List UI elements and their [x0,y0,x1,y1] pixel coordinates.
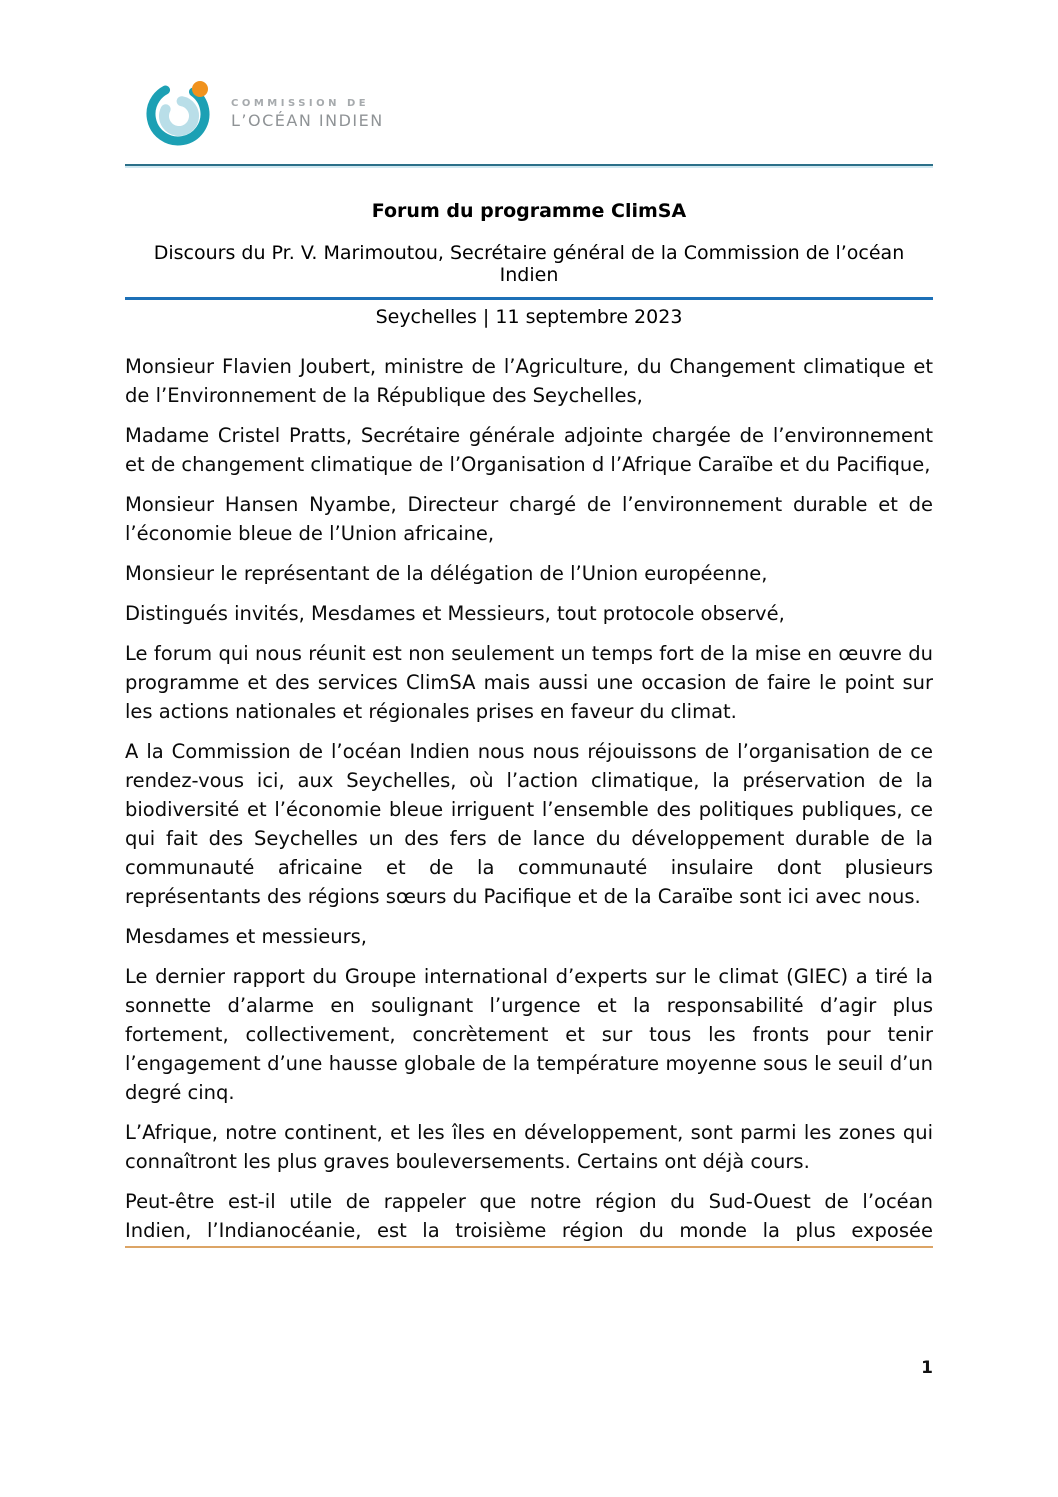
logo-org-line2: L’OCÉAN INDIEN [231,111,384,131]
paragraph: Distingués invités, Mesdames et Messieurs, tout protocole observé, [125,602,785,625]
paragraph: Madame Cristel Pratts, Secrétaire générale adjointe chargée de l’environnement et de changement climatique de l’Organisation d l’Afrique Caraïbe et du Pacifique, [125,424,933,476]
paragraph: L’Afrique, notre continent, et les îles en développement, sont parmi les zones qui connaîtront les plus graves bouleversements. Certains ont déjà cours. [125,1121,933,1173]
paragraph: Monsieur le représentant de la délégation de l’Union européenne, [125,562,768,585]
header-divider-rule [125,297,933,300]
paragraph: Monsieur Hansen Nyambe, Directeur chargé de l’environnement durable et de l’économie bleue de l’Union africaine, [125,493,933,545]
document-body [125,352,933,1259]
paragraph: Mesdames et messieurs, [125,925,367,948]
document-header [125,200,933,328]
paragraph: Monsieur Flavien Joubert, ministre de l’Agriculture, du Changement climatique et de l’Environnement de la République des Seychelles, [125,355,933,407]
logo-org-line1: COMMISSION DE [231,97,370,109]
document-title: Forum du programme ClimSA [371,200,687,222]
document-dateline: Seychelles | 11 septembre 2023 [375,306,683,328]
final-paragraph-line1: Peut-être est-il utile de rappeler que notre région du Sud-Ouest de l’océan [125,1190,933,1213]
top-divider-rule [125,164,933,166]
page-number: 1 [921,1358,933,1378]
paragraph: Le dernier rapport du Groupe international d’experts sur le climat (GIEC) a tiré la sonnette d’alarme en soulignant l’urgence et la responsabilité d’agir plus fortement, collectivement, concrètement et sur tous les fronts pour tenir l’engagement d’une hausse globale de la température moyenne sous le seuil d’un degré cinq. [125,965,933,1104]
final-paragraph-line2-underlined: Indien, l’Indianocéanie, est la troisième région du monde la plus exposée [125,1216,933,1248]
coi-logo [145,76,384,152]
document-subtitle: Discours du Pr. V. Marimoutou, Secrétaire général de la Commission de l’océan Indien [153,242,905,286]
paragraph-final [125,1187,933,1248]
paragraph: Le forum qui nous réunit est non seulement un temps fort de la mise en œuvre du programme et des services ClimSA mais aussi une occasion de faire le point sur les actions nationales et régionales prises en faveur du climat. [125,642,933,723]
logo-orange-dot [192,81,208,97]
paragraph: A la Commission de l’océan Indien nous nous réjouissons de l’organisation de ce rendez-vous ici, aux Seychelles, où l’action climatique, la préservation de la biodiversité et l’économie bleue irriguent l’ensemble des politiques publiques, ce qui fait des Seychelles un des fers de lance du développement durable de la communauté africaine et de la communauté insulaire dont plusieurs représentants des régions sœurs du Pacifique et de la Caraïbe sont ici avec nous. [125,740,933,908]
coi-logo-wordmark [231,98,384,131]
coi-logo-icon [145,76,217,152]
